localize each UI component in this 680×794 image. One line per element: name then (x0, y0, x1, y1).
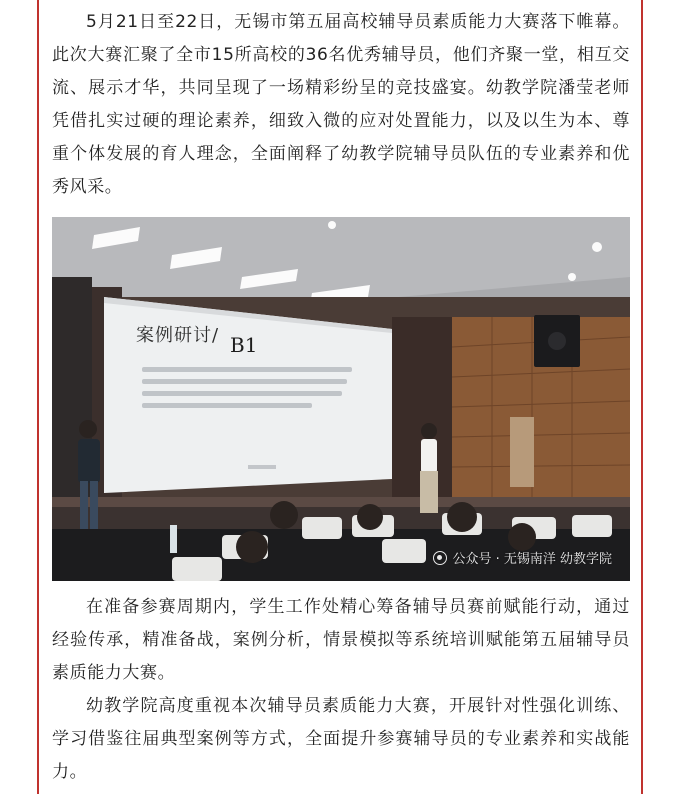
slide-title: 案例研讨/ (136, 325, 220, 346)
watermark (433, 548, 612, 567)
event-photo-scene (52, 217, 630, 581)
slide-code: B1 (230, 333, 258, 357)
watermark-text: 公众号 · 无锡南洋 幼教学院 (452, 552, 612, 567)
water-bottle (170, 525, 177, 553)
wechat-icon (433, 551, 447, 565)
right-border-rule (641, 0, 643, 794)
event-photo (52, 217, 630, 581)
article-paragraph-1: 5月21日至22日，无锡市第五届高校辅导员素质能力大赛落下帷幕。此次大赛汇聚了全市15所高校的36名优秀辅导员，他们齐聚一堂，相互交流、展示才华，共同呈现了一场精彩纷呈的竞技盛宴。幼教学院潘莹老师凭借扎实过硬的理论素养，细致入微的应对处置能力，以及以生为本、尊重个体发展的育人理念，全面阐释了幼教学院辅导员队伍的专业素养和优秀风采。 (52, 12, 630, 197)
article-paragraph-2: 在准备参赛周期内，学生工作处精心筹备辅导员赛前赋能行动，通过经验传承，精准备战，案例分析，情景模拟等系统培训赋能第五届辅导员素质能力大赛。 (52, 597, 630, 683)
article-body (52, 6, 630, 789)
article-paragraph-3: 幼教学院高度重视本次辅导员素质能力大赛，开展针对性强化训练、学习借鉴往届典型案例等方式，全面提升参赛辅导员的专业素养和实战能力。 (52, 696, 630, 782)
left-border-rule (37, 0, 39, 794)
